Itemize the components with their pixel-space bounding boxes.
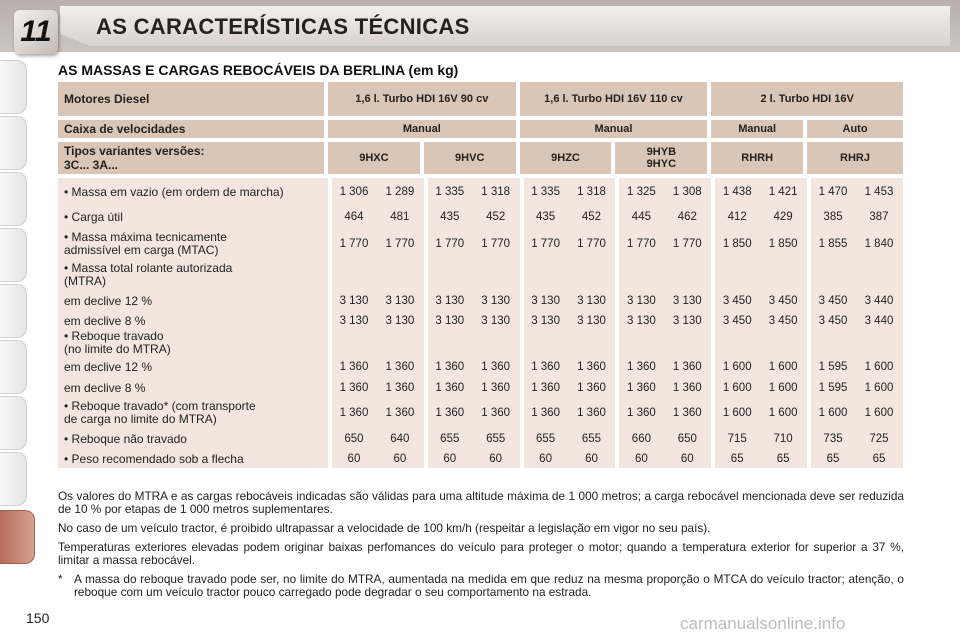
cell-value: 3 130 [615, 290, 663, 312]
variants-label: Tipos variantes versões: 3C... 3A... [58, 142, 328, 174]
cell-value: 1 360 [424, 398, 472, 428]
row-label: • Massa máxima tecnicamente admissível em carga (MTAC) [58, 228, 328, 260]
cell-value [520, 260, 568, 290]
chapter-badge: 11 [14, 10, 58, 54]
cell-value [855, 260, 903, 290]
cell-value [568, 330, 616, 356]
cell-value: 1 770 [376, 228, 424, 260]
cell-value [328, 260, 376, 290]
cell-value: 655 [520, 428, 568, 450]
cell-value: 660 [615, 428, 663, 450]
cell-value [615, 330, 663, 356]
variants-row [58, 142, 903, 174]
table-row [58, 178, 903, 206]
side-tab[interactable] [0, 172, 27, 226]
cell-value: 650 [328, 428, 376, 450]
table-row [58, 330, 903, 356]
cell-value: 1 600 [711, 378, 759, 398]
cell-value: 1 770 [568, 228, 616, 260]
gearbox-header: Manual [328, 120, 520, 138]
table-row [58, 206, 903, 228]
cell-value: 429 [759, 206, 807, 228]
row-label: • Carga útil [58, 206, 328, 228]
cell-value: 60 [520, 450, 568, 468]
cell-value: 1 318 [472, 178, 520, 206]
cell-value: 1 360 [663, 398, 711, 428]
cell-value: 710 [759, 428, 807, 450]
side-tab[interactable] [0, 60, 27, 114]
cell-value: 3 130 [424, 312, 472, 330]
side-tab[interactable] [0, 284, 27, 338]
cell-value: 385 [807, 206, 855, 228]
cell-value: 60 [424, 450, 472, 468]
cell-value: 3 450 [759, 290, 807, 312]
cell-value: 60 [376, 450, 424, 468]
cell-value: 1 421 [759, 178, 807, 206]
cell-value: 1 360 [520, 356, 568, 378]
cell-value: 3 130 [520, 312, 568, 330]
cell-value: 1 360 [520, 378, 568, 398]
cell-value: 1 453 [855, 178, 903, 206]
section-title: AS MASSAS E CARGAS REBOCÁVEIS DA BERLINA (em kg) [58, 62, 459, 78]
cell-value: 435 [520, 206, 568, 228]
cell-value: 445 [615, 206, 663, 228]
cell-value: 60 [568, 450, 616, 468]
cell-value: 1 360 [472, 398, 520, 428]
cell-value: 1 600 [759, 398, 807, 428]
cell-value: 1 360 [663, 378, 711, 398]
cell-value [759, 260, 807, 290]
engine-header: 2 l. Turbo HDI 16V [711, 82, 903, 116]
cell-value: 435 [424, 206, 472, 228]
table-row [58, 428, 903, 450]
cell-value [424, 260, 472, 290]
cell-value: 1 360 [520, 398, 568, 428]
cell-value: 1 360 [472, 378, 520, 398]
cell-value: 1 770 [424, 228, 472, 260]
cell-value: 3 130 [376, 312, 424, 330]
cell-value: 452 [568, 206, 616, 228]
cell-value: 1 600 [711, 356, 759, 378]
cell-value [520, 330, 568, 356]
row-label: em declive 8 % [58, 378, 328, 398]
table-row [58, 260, 903, 290]
page-title: AS CARACTERÍSTICAS TÉCNICAS [96, 14, 470, 39]
cell-value: 1 360 [663, 356, 711, 378]
cell-value: 3 130 [663, 290, 711, 312]
cell-value [711, 330, 759, 356]
variant-header: 9HXC [328, 142, 424, 174]
cell-value: 1 600 [855, 378, 903, 398]
cell-value [328, 330, 376, 356]
engine-header: 1,6 l. Turbo HDI 16V 90 cv [328, 82, 520, 116]
row-label: em declive 8 % [58, 312, 328, 330]
cell-value: 65 [759, 450, 807, 468]
note-temperature: Temperaturas exteriores elevadas podem originar baixas perfomances do veículo para proteger o motor; quando a temperatura exterior for superior a 37 %, limitar a massa rebocável. [58, 540, 904, 567]
cell-value: 3 130 [472, 290, 520, 312]
table-row [58, 228, 903, 260]
cell-value: 1 770 [615, 228, 663, 260]
cell-value: 3 130 [472, 312, 520, 330]
cell-value: 1 470 [807, 178, 855, 206]
cell-value: 725 [855, 428, 903, 450]
cell-value: 1 850 [711, 228, 759, 260]
cell-value: 452 [472, 206, 520, 228]
watermark: carmanualsonline.info [680, 614, 846, 633]
cell-value [855, 330, 903, 356]
cell-value [376, 260, 424, 290]
gearbox-header: Manual [711, 120, 807, 138]
cell-value: 3 130 [328, 312, 376, 330]
page-number: 150 [26, 610, 50, 626]
cell-value: 65 [711, 450, 759, 468]
row-label: • Peso recomendado sob a flecha [58, 450, 328, 468]
cell-value: 3 130 [568, 290, 616, 312]
cell-value [711, 260, 759, 290]
side-tab[interactable] [0, 228, 27, 282]
cell-value: 1 360 [568, 398, 616, 428]
cell-value: 650 [663, 428, 711, 450]
cell-value: 1 360 [568, 378, 616, 398]
variant-header: RHRJ [807, 142, 903, 174]
table-row [58, 312, 903, 330]
cell-value: 1 600 [759, 378, 807, 398]
side-tab[interactable] [0, 396, 27, 450]
cell-value: 1 360 [424, 378, 472, 398]
engine-label: Motores Diesel [58, 82, 328, 116]
cell-value: 1 770 [520, 228, 568, 260]
cell-value: 3 130 [328, 290, 376, 312]
cell-value: 3 450 [711, 290, 759, 312]
cell-value: 3 130 [663, 312, 711, 330]
cell-value: 3 130 [615, 312, 663, 330]
cell-value [807, 330, 855, 356]
row-label: • Reboque travado (no limite do MTRA) [58, 330, 328, 356]
cell-value [376, 330, 424, 356]
cell-value: 1 600 [807, 398, 855, 428]
row-label: • Massa em vazio (em ordem de marcha) [58, 178, 328, 206]
cell-value: 1 600 [855, 356, 903, 378]
side-tab-active[interactable] [0, 510, 35, 564]
cell-value: 1 360 [568, 356, 616, 378]
row-label: em declive 12 % [58, 290, 328, 312]
cell-value: 3 440 [855, 312, 903, 330]
variant-header: 9HYB 9HYC [615, 142, 711, 174]
cell-value: 1 438 [711, 178, 759, 206]
table-row [58, 290, 903, 312]
cell-value: 715 [711, 428, 759, 450]
side-tab[interactable] [0, 340, 27, 394]
cell-value: 3 130 [376, 290, 424, 312]
cell-value: 1 306 [328, 178, 376, 206]
cell-value: 1 360 [376, 378, 424, 398]
engine-header: 1,6 l. Turbo HDI 16V 110 cv [520, 82, 712, 116]
side-tab[interactable] [0, 116, 27, 170]
cell-value: 65 [807, 450, 855, 468]
cell-value: 1 308 [663, 178, 711, 206]
table-row [58, 356, 903, 378]
row-label: • Massa total rolante autorizada (MTRA) [58, 260, 328, 290]
footnote-mark: * [58, 572, 63, 586]
cell-value: 1 600 [711, 398, 759, 428]
cell-value: 387 [855, 206, 903, 228]
cell-value: 60 [615, 450, 663, 468]
cell-value: 1 360 [472, 356, 520, 378]
cell-value [663, 260, 711, 290]
cell-value: 655 [424, 428, 472, 450]
gearbox-label: Caixa de velocidades [58, 120, 328, 138]
cell-value: 3 440 [855, 290, 903, 312]
cell-value: 1 850 [759, 228, 807, 260]
row-label: em declive 12 % [58, 356, 328, 378]
table-row [58, 378, 903, 398]
note-altitude: Os valores do MTRA e as cargas rebocáveis indicadas são válidas para uma altitude máxima de 1 000 metros; a carga rebocável mencionada deve ser reduzida de 10 % por etapas de 1 000 metros suplementares. [58, 489, 904, 516]
cell-value: 3 450 [759, 312, 807, 330]
gearbox-row [58, 120, 903, 138]
cell-value: 3 130 [424, 290, 472, 312]
footnote-text: A massa do reboque travado pode ser, no limite do MTRA, aumentada na medida em que reduz na mesma proporção o MTCA do veículo tractor; atenção, o reboque com um veículo tractor pouco carregado pode degradar o seu comportamento na estrada. [74, 572, 904, 599]
side-tab[interactable] [0, 452, 27, 506]
notes [58, 490, 904, 605]
cell-value [424, 330, 472, 356]
cell-value: 1 335 [424, 178, 472, 206]
cell-value [472, 260, 520, 290]
cell-value: 3 450 [711, 312, 759, 330]
table-row [58, 398, 903, 428]
cell-value: 1 360 [615, 398, 663, 428]
cell-value: 1 318 [568, 178, 616, 206]
cell-value [615, 260, 663, 290]
cell-value: 1 840 [855, 228, 903, 260]
table-row [58, 450, 903, 468]
gearbox-header: Auto [807, 120, 903, 138]
footnote [58, 573, 904, 599]
cell-value: 1 770 [472, 228, 520, 260]
cell-value: 1 360 [328, 378, 376, 398]
cell-value: 735 [807, 428, 855, 450]
cell-value: 1 595 [807, 378, 855, 398]
cell-value: 3 450 [807, 290, 855, 312]
cell-value: 1 595 [807, 356, 855, 378]
cell-value [759, 330, 807, 356]
cell-value: 1 360 [376, 398, 424, 428]
cell-value: 1 600 [759, 356, 807, 378]
cell-value: 462 [663, 206, 711, 228]
cell-value: 60 [472, 450, 520, 468]
cell-value: 412 [711, 206, 759, 228]
gearbox-header: Manual [520, 120, 712, 138]
cell-value: 1 360 [376, 356, 424, 378]
cell-value: 65 [855, 450, 903, 468]
cell-value [568, 260, 616, 290]
cell-value: 481 [376, 206, 424, 228]
cell-value: 1 360 [328, 356, 376, 378]
row-label: • Reboque travado* (com transporte de carga no limite do MTRA) [58, 398, 328, 428]
cell-value: 655 [568, 428, 616, 450]
cell-value: 464 [328, 206, 376, 228]
cell-value: 1 770 [328, 228, 376, 260]
cell-value: 1 360 [615, 378, 663, 398]
cell-value: 1 855 [807, 228, 855, 260]
cell-value: 3 130 [520, 290, 568, 312]
cell-value: 1 360 [328, 398, 376, 428]
cell-value: 60 [328, 450, 376, 468]
spec-table [58, 82, 903, 468]
note-speed: No caso de um veículo tractor, é proibido ultrapassar a velocidade de 100 km/h (respeitar a legislação em vigor no seu país). [58, 521, 711, 535]
cell-value: 640 [376, 428, 424, 450]
variant-header: 9HVC [424, 142, 520, 174]
cell-value: 3 130 [568, 312, 616, 330]
cell-value: 1 289 [376, 178, 424, 206]
cell-value: 60 [663, 450, 711, 468]
cell-value: 1 325 [615, 178, 663, 206]
engines-row [58, 82, 903, 116]
row-label: • Reboque não travado [58, 428, 328, 450]
cell-value: 3 450 [807, 312, 855, 330]
variant-header: RHRH [711, 142, 807, 174]
cell-value: 1 600 [855, 398, 903, 428]
variant-header: 9HZC [520, 142, 616, 174]
cell-value: 655 [472, 428, 520, 450]
cell-value: 1 360 [424, 356, 472, 378]
cell-value [472, 330, 520, 356]
cell-value: 1 360 [615, 356, 663, 378]
cell-value: 1 335 [520, 178, 568, 206]
cell-value: 1 770 [663, 228, 711, 260]
cell-value [663, 330, 711, 356]
cell-value [807, 260, 855, 290]
